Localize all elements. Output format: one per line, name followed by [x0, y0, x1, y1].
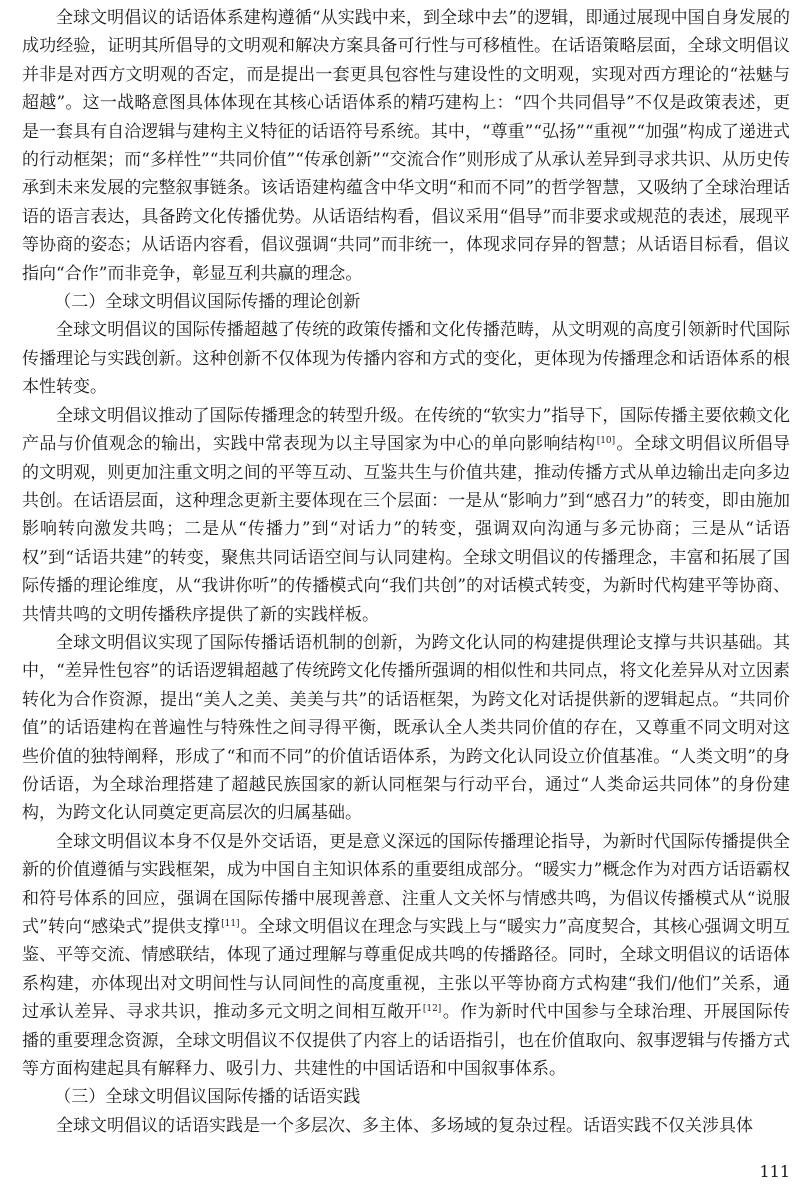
section-heading [22, 288, 790, 316]
paragraph [22, 402, 790, 629]
text-run: 。全球文明倡议所倡导的文明观，则更加注重文明之间的平等互动、互鉴共生与价值共建，推动传播方式从单边输出走向多边共创。在话语层面，这种理念更新主要体现在三个层面：一是从“影响力”到“感召力”的转变，即由施加影响转向激发共鸣；二是从“传播力”到“对话力”的转变，强调双向沟通与多元协商；三是从“话语权”到“话语共建”的转变，聚焦共同话语空间与认同建构。全球文明倡议的传播理念，丰富和拓展了国际传播的理论维度，从“我讲你听”的传播模式向“我们共创”的对话模式转变，为新时代构建平等协商、共情共鸣的文明传播秩序提供了新的实践样板。 [22, 434, 791, 625]
paragraph [22, 629, 790, 828]
citation-ref: [12] [422, 1004, 442, 1015]
paragraph [22, 4, 790, 288]
text-run: （二）全球文明倡议国际传播的理论创新 [54, 292, 361, 313]
text-run: 全球文明倡议的话语体系建构遵循“从实践中来，到全球中去”的逻辑，即通过展现中国自身发展的成功经验，证明其所倡导的文明观和解决方案具备可行性与可移植性。在话语策略层面，全球文明倡议并非是对西方文明观的否定，而是提出一套更具包容性与建设性的文明观，实现对西方理论的“祛魅与超越”。这一战略意图具体体现在其核心话语体系的精巧建构上：“四个共同倡导”不仅是政策表述，更是一套具有自洽逻辑与建构主义特征的话语符号系统。其中，“尊重”“弘扬”“重视”“加强”构成了递进式的行动框架；而“多样性”“共同价值”“传承创新”“交流合作”则形成了从承认差异到寻求共识、从历史传承到未来发展的完整叙事链条。该话语建构蕴含中华文明“和而不同”的哲学智慧，又吸纳了全球治理话语的语言表达，具备跨文化传播优势。从话语结构看，倡议采用“倡导”而非要求或规范的表述，展现平等协商的姿态；从话语内容看，倡议强调“共同”而非统一，体现求同存异的智慧；从话语目标看，倡议指向“合作”而非竞争，彰显互利共赢的理念。 [22, 8, 790, 284]
text-run: 。全球文明倡议在理念与实践上与“暖实力”高度契合，其核心强调文明互鉴、平等交流、情感联结，体现了通过理解与尊重促成共鸣的传播路径。同时，全球文明倡议的话语体系构建，亦体现出对文明间性与认同间性的高度重视，主张以平等协商方式构建“我们/他们”关系，通过承认差异、寻求共识，推动多元文明之间相互敞开 [22, 917, 790, 1023]
text-run: 全球文明倡议本身不仅是外交话语，更是意义深远的国际传播理论指导，为新时代国际传播提供全新的价值遵循与实践框架，成为中国自主知识体系的重要组成部分。“暖实力”概念作为对西方话语霸权和符号体系的回应，强调在国际传播中展现善意、注重人文关怀与情感共鸣，为倡议传播模式从“说服式”转向“感染式”提供支撑 [22, 831, 790, 937]
page-number: 111 [759, 1162, 790, 1181]
text-run: 全球文明倡议实现了国际传播话语机制的创新，为跨文化认同的构建提供理论支撑与共识基础。其中，“差异性包容”的话语逻辑超越了传统跨文化传播所强调的相似性和共同点，将文化差异从对立因素转化为合作资源，提出“美人之美、美美与共”的话语框架，为跨文化对话提供新的逻辑起点。“共同价值”的话语建构在普遍性与特殊性之间寻得平衡，既承认全人类共同价值的存在，又尊重不同文明对这些价值的独特阐释，形成了“和而不同”的价值话语体系，为跨文化认同设立价值基准。“人类文明”的身份话语，为全球治理搭建了超越民族国家的新认同框架与行动平台，通过“人类命运共同体”的身份建构，为跨文化认同奠定更高层次的归属基础。 [22, 632, 790, 824]
citation-ref: [10] [596, 436, 616, 447]
text-run: 。作为新时代中国参与全球治理、开展国际传播的重要理念资源，全球文明倡议不仅提供了内容上的话语指引，也在价值取向、叙事逻辑与传播方式等方面构建起具有解释力、吸引力、共建性的中国话语和中国叙事体系。 [22, 1002, 791, 1080]
text-run: 全球文明倡议的话语实践是一个多层次、多主体、多场域的复杂过程。话语实践不仅关涉具体 [56, 1115, 753, 1136]
text-run: 全球文明倡议推动了国际传播理念的转型升级。在传统的“软实力”指导下，国际传播主要依赖文化产品与价值观念的输出，实践中常表现为以主导国家为中心的单向影响结构 [22, 405, 790, 455]
citation-ref: [11] [221, 919, 240, 929]
paragraph [22, 828, 790, 1084]
text-run: 全球文明倡议的国际传播超越了传统的政策传播和文化传播范畴，从文明观的高度引领新时代国际传播理论与实践创新。这种创新不仅体现为传播内容和方式的变化，更体现为传播理念和话语体系的根本性转变。 [22, 320, 790, 398]
text-run: （三）全球文明倡议国际传播的话语实践 [54, 1087, 361, 1108]
section-heading [22, 1083, 790, 1111]
body-text [22, 4, 790, 1140]
paragraph [22, 1112, 790, 1140]
paragraph [22, 316, 790, 401]
